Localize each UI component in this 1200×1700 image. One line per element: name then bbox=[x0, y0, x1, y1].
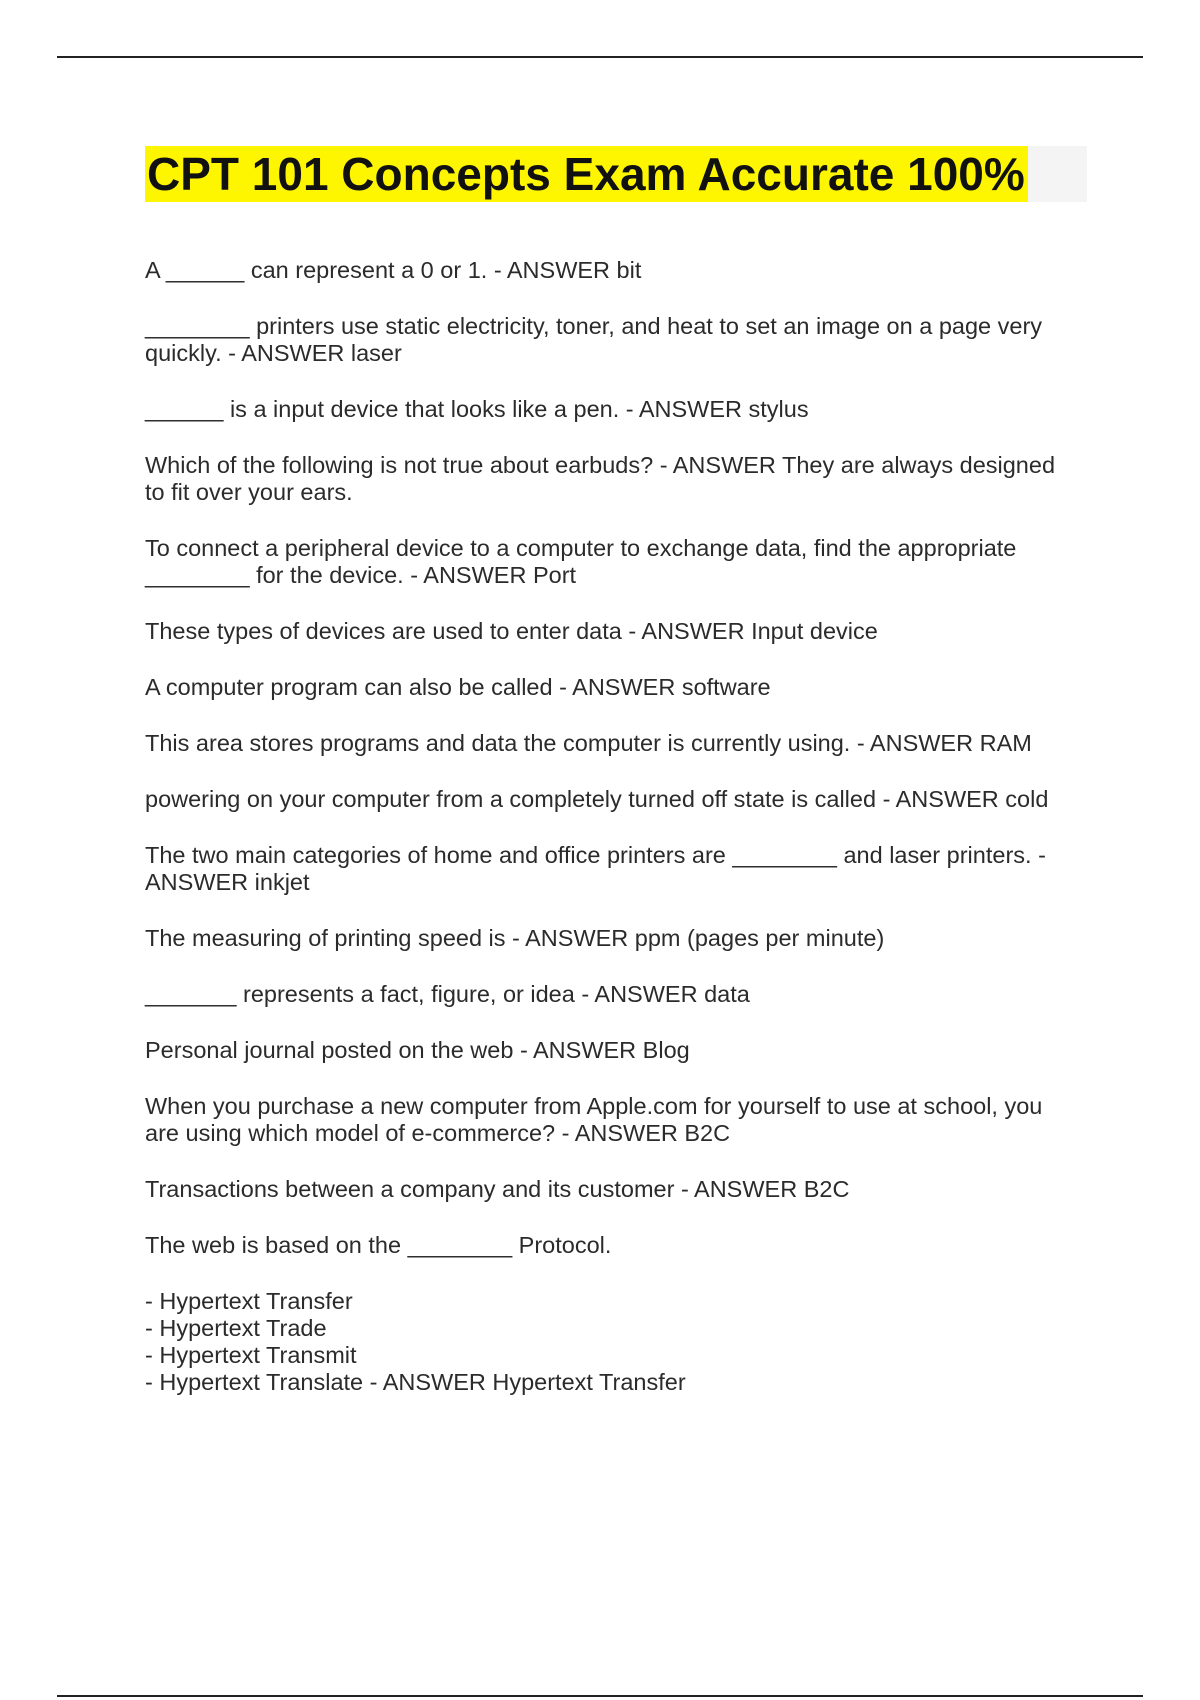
qa-item bbox=[145, 535, 1090, 589]
qa-line: - Hypertext Translate - ANSWER Hypertext Transfer bbox=[145, 1369, 686, 1395]
qa-item bbox=[145, 618, 1090, 645]
bottom-divider bbox=[57, 1695, 1143, 1697]
qa-item bbox=[145, 257, 1090, 284]
qa-line: - Hypertext Transfer bbox=[145, 1288, 353, 1314]
qa-line: Personal journal posted on the web - ANSWER Blog bbox=[145, 1037, 690, 1063]
qa-line: When you purchase a new computer from Apple.com for yourself to use at school, you bbox=[145, 1093, 1043, 1119]
qa-line: This area stores programs and data the computer is currently using. - ANSWER RAM bbox=[145, 730, 1032, 756]
qa-item bbox=[145, 452, 1090, 506]
qa-line: ______ is a input device that looks like a pen. - ANSWER stylus bbox=[145, 396, 809, 422]
qa-line: _______ represents a fact, figure, or idea - ANSWER data bbox=[145, 981, 750, 1007]
qa-line: ________ for the device. - ANSWER Port bbox=[145, 562, 577, 588]
qa-item bbox=[145, 1093, 1090, 1147]
qa-item bbox=[145, 1176, 1090, 1203]
qa-item bbox=[145, 1037, 1090, 1064]
qa-item bbox=[145, 1288, 1090, 1396]
qa-line: Transactions between a company and its customer - ANSWER B2C bbox=[145, 1176, 850, 1202]
top-divider bbox=[57, 56, 1143, 58]
qa-line: - Hypertext Transmit bbox=[145, 1342, 357, 1368]
qa-line: These types of devices are used to enter data - ANSWER Input device bbox=[145, 618, 878, 644]
qa-item bbox=[145, 842, 1090, 896]
qa-line: powering on your computer from a completely turned off state is called - ANSWER cold bbox=[145, 786, 1049, 812]
qa-line: The web is based on the ________ Protocol. bbox=[145, 1232, 612, 1258]
question-list bbox=[145, 257, 1090, 1425]
qa-line: A ______ can represent a 0 or 1. - ANSWER bit bbox=[145, 257, 642, 283]
qa-item bbox=[145, 313, 1090, 367]
qa-item bbox=[145, 730, 1090, 757]
qa-item bbox=[145, 786, 1090, 813]
qa-item bbox=[145, 1232, 1090, 1259]
qa-line: - Hypertext Trade bbox=[145, 1315, 327, 1341]
qa-line: The two main categories of home and office printers are ________ and laser printers. - bbox=[145, 842, 1046, 868]
document-title: CPT 101 Concepts Exam Accurate 100% bbox=[145, 146, 1028, 202]
qa-item bbox=[145, 396, 1090, 423]
qa-line: A computer program can also be called - ANSWER software bbox=[145, 674, 771, 700]
qa-item bbox=[145, 925, 1090, 952]
qa-line: ________ printers use static electricity, toner, and heat to set an image on a page very bbox=[145, 313, 1043, 339]
qa-line: ANSWER inkjet bbox=[145, 869, 310, 895]
title-banner bbox=[145, 146, 1087, 202]
qa-line: quickly. - ANSWER laser bbox=[145, 340, 402, 366]
qa-line: The measuring of printing speed is - ANSWER ppm (pages per minute) bbox=[145, 925, 885, 951]
qa-line: To connect a peripheral device to a computer to exchange data, find the appropriate bbox=[145, 535, 1017, 561]
qa-line: to fit over your ears. bbox=[145, 479, 353, 505]
qa-item bbox=[145, 674, 1090, 701]
qa-line: Which of the following is not true about earbuds? - ANSWER They are always designed bbox=[145, 452, 1056, 478]
qa-item bbox=[145, 981, 1090, 1008]
qa-line: are using which model of e-commerce? - ANSWER B2C bbox=[145, 1120, 731, 1146]
